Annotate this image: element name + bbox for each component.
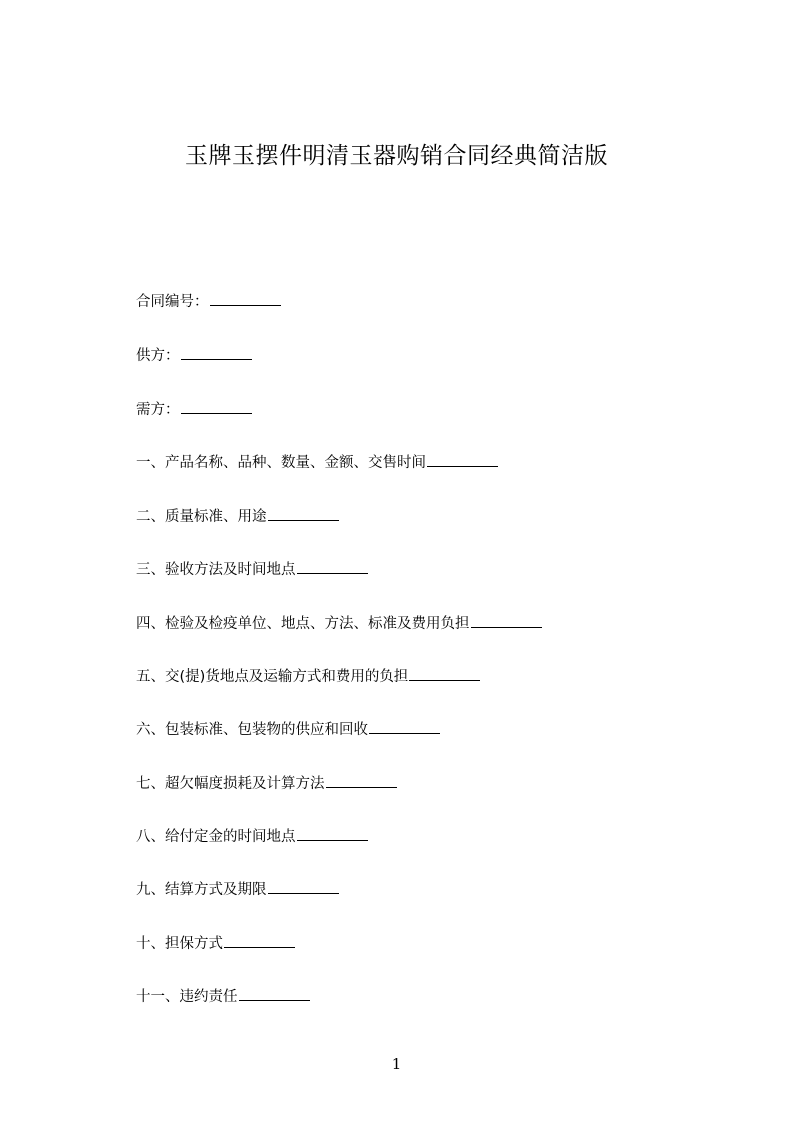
- clause-text: 七、超欠幅度损耗及计算方法: [136, 776, 325, 792]
- clause-blank: [268, 506, 339, 521]
- clause-5: [136, 666, 480, 687]
- clause-9: [136, 879, 339, 900]
- contract-number-field: [136, 291, 281, 312]
- clause-3: [136, 559, 368, 580]
- clause-text: 二、质量标准、用途: [136, 509, 267, 525]
- page-number: 1: [391, 1055, 402, 1073]
- clause-1: [136, 452, 498, 473]
- document-title: 玉牌玉摆件明清玉器购销合同经典简洁版: [185, 143, 608, 169]
- clause-2: [136, 506, 339, 527]
- clause-blank: [239, 986, 310, 1001]
- clause-text: 十、担保方式: [136, 936, 223, 952]
- clause-10: [136, 933, 295, 954]
- supplier-label: 供方：: [136, 348, 180, 364]
- clause-blank: [297, 826, 368, 841]
- clause-6: [136, 719, 440, 740]
- clause-text: 四、检验及检疫单位、地点、方法、标准及费用负担: [136, 616, 470, 632]
- buyer-blank: [181, 399, 252, 414]
- clause-text: 三、验收方法及时间地点: [136, 562, 296, 578]
- clause-4: [136, 613, 542, 634]
- clause-text: 九、结算方式及期限: [136, 882, 267, 898]
- contract-number-blank: [210, 291, 281, 306]
- clause-blank: [326, 773, 397, 788]
- clause-7: [136, 773, 397, 794]
- clause-text: 六、包装标准、包装物的供应和回收: [136, 722, 368, 738]
- clause-blank: [409, 666, 480, 681]
- clause-8: [136, 826, 368, 847]
- clause-text: 一、产品名称、品种、数量、金额、交售时间: [136, 455, 426, 471]
- clause-text: 十一、违约责任: [136, 989, 238, 1005]
- buyer-field: [136, 399, 252, 420]
- clause-text: 八、给付定金的时间地点: [136, 829, 296, 845]
- clause-blank: [427, 452, 498, 467]
- clause-blank: [268, 879, 339, 894]
- clause-blank: [471, 613, 542, 628]
- supplier-blank: [181, 345, 252, 360]
- clause-11: [136, 986, 310, 1007]
- supplier-field: [136, 345, 252, 366]
- clause-blank: [369, 719, 440, 734]
- clause-blank: [297, 559, 368, 574]
- buyer-label: 需方：: [136, 402, 180, 418]
- clause-text: 五、交(提)货地点及运输方式和费用的负担: [136, 669, 409, 685]
- clause-blank: [224, 933, 295, 948]
- contract-number-label: 合同编号：: [136, 294, 209, 310]
